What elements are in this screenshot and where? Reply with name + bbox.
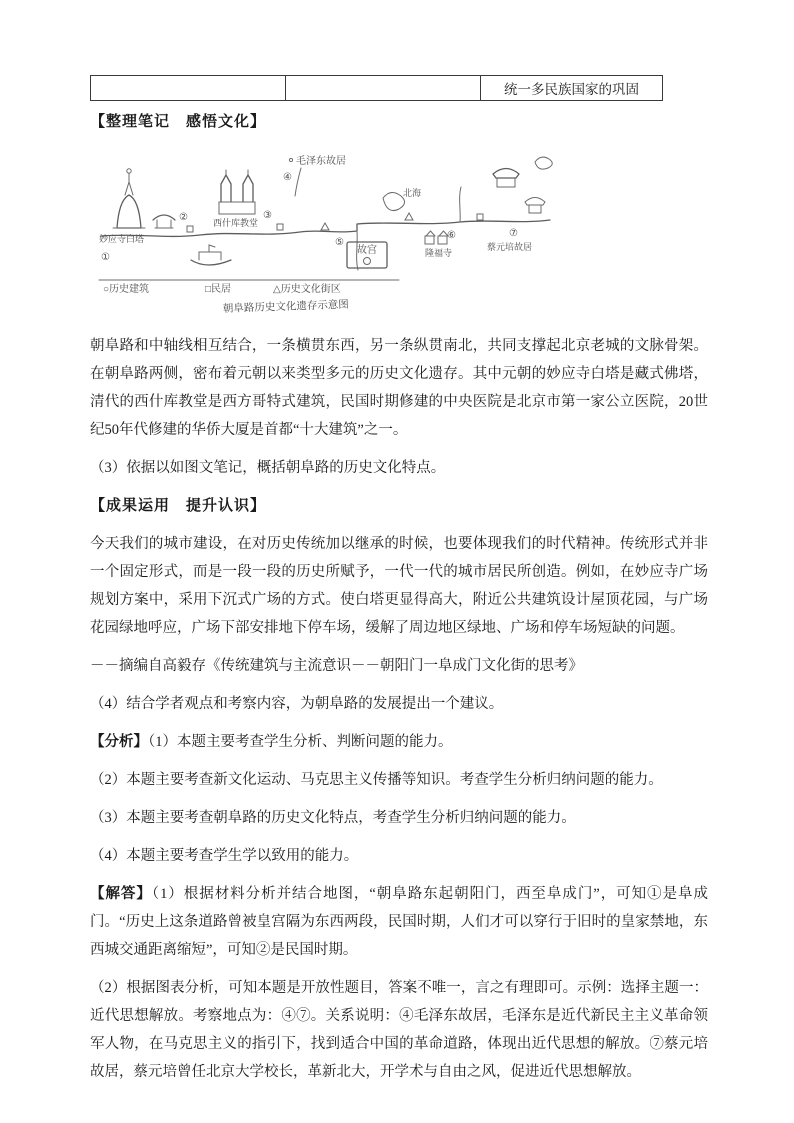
analysis-label: 【分析】 — [90, 734, 148, 750]
sketch-caption: 朝阜路历史文化遗存示意图 — [222, 299, 350, 315]
beihai-sketch-icon — [383, 192, 405, 210]
leader-line — [295, 168, 301, 196]
dagoba-sketch-icon — [113, 169, 145, 228]
legend-historic-district: △历史文化街区 — [273, 284, 341, 295]
label-caiyuanpei: 蔡元培故居 — [487, 242, 533, 252]
marker-4: ④ — [283, 172, 292, 183]
table-cell-3: 统一多民族国家的巩固 — [481, 76, 663, 101]
label-longfusi: 隆福寺 — [425, 248, 453, 258]
boat-sketch-icon — [191, 245, 231, 265]
church-sketch-icon — [219, 170, 255, 214]
label-mao: 毛泽东故居 — [296, 156, 346, 167]
paragraph-chaofu-intro: 朝阜路和中轴线相互结合，一条横贯东西，另一条纵贯南北，共同支撑起北京老城的文脉骨架。在朝阜路两侧，密布着元朝以来类型多元的历史文化遗存。其中元朝的妙应寺白塔是藏式佛塔，清代的西什库教堂是西方哥特式建筑，民国时期修建的中央医院是北京市第一家公立医院，20世纪50年代修建的华侨大厦是首都“十大建筑”之一。 — [90, 338, 708, 438]
houses-sketch-icon — [425, 231, 448, 244]
answer-text-1: （1）根据材料分析并结合地图，“朝阜路东起朝阳门，西至阜成门”，可知①是阜成门。“历史上这条道路曾被皇宫隔为东西两段，民国时期，人们才可以穿行于旧时的皇家禁地，东西城交通距离缩短”，可知②是民国时期。 — [90, 886, 709, 958]
table-row — [91, 76, 663, 101]
marker-5: ⑤ — [335, 237, 344, 248]
table-cell-1 — [91, 76, 286, 101]
analysis-item-3: （3）本题主要考查朝阜路的历史文化特点，考查学生分析归纳问题的能力。 — [90, 810, 576, 826]
question-3: （3）依据以如图文笔记，概括朝阜路的历史文化特点。 — [90, 460, 446, 476]
paragraph-city-construction: 今天我们的城市建设，在对历史传统加以继承的时候，也要体现我们的时代精神。传统形式并非一个固定形式，而是一段一段的历史所赋予，一代一代的城市居民所创造。例如，在妙应寺广场规划方案中，采用下沉式广场的方式。使白塔更显得高大，附近公共建筑设计屋顶花园，与广场花园绿地呼应，广场下部安排地下停车场，缓解了周边地区绿地、广场和停车场短缺的问题。 — [90, 536, 708, 636]
continuation-table — [90, 75, 663, 101]
label-church: 西什库教堂 — [213, 218, 259, 228]
legend-dwelling: □民居 — [205, 284, 232, 295]
legend-historic-building: ○历史建筑 — [103, 284, 150, 295]
marker-7: ⑦ — [509, 228, 518, 239]
marker-2: ② — [179, 212, 188, 223]
marker-6: ⑥ — [447, 230, 456, 241]
section-heading-notes: 【整理笔记 感悟文化】 — [90, 114, 267, 130]
marker-3: ③ — [263, 210, 272, 221]
document-body — [90, 332, 708, 1096]
analysis-item-4: （4）本题主要考查学生学以致用的能力。 — [90, 848, 359, 864]
answer-label: 【解答】 — [90, 886, 152, 902]
section-heading-results: 【成果运用 提升认识】 — [90, 498, 267, 514]
table-cell-2 — [286, 76, 481, 101]
marker-1: ① — [101, 252, 110, 263]
hand-drawn-map — [95, 140, 565, 325]
analysis-item-2: （2）本题主要考查新文化运动、马克思主义传播等知识。考查学生分析归纳问题的能力。 — [90, 772, 663, 788]
label-baita: 妙应寺白塔 — [99, 234, 145, 244]
source-attribution: －－摘编自高毅存《传统建筑与主流意识－－朝阳门一阜成门文化街的思考》 — [90, 658, 583, 674]
analysis-item-1 — [90, 728, 708, 756]
analysis-text-1: （1）本题主要考查学生分析、判断问题的能力。 — [148, 734, 453, 750]
answer-item-2: （2）根据图表分析，可知本题是开放性题目，答案不唯一，言之有理即可。示例：选择主题一：近代思想解放。考察地点为：④⑦。关系说明：④毛泽东故居，毛泽东是近代新民主主义革命领军人物，在马克思主义的指引下，找到适合中国的革命道路，体现出近代思想的解放。⑦蔡元培故居，蔡元培曾任北京大学校长，革新北大，开学术与自由之风，促进近代思想解放。 — [90, 980, 708, 1080]
label-beihai: 北海 — [403, 188, 422, 198]
poi-dot — [289, 158, 292, 161]
temple-gate-sketch-icon — [153, 215, 175, 228]
chaofu-road-sketch — [95, 140, 565, 325]
question-4: （4）结合学者观点和考察内容，为朝阜路的发展提出一个建议。 — [90, 696, 504, 712]
pavilion-sketch-icon — [493, 157, 552, 213]
sketch-legend — [99, 280, 399, 295]
label-gugong: 故宫 — [357, 245, 377, 256]
answer-item-1 — [90, 880, 708, 964]
